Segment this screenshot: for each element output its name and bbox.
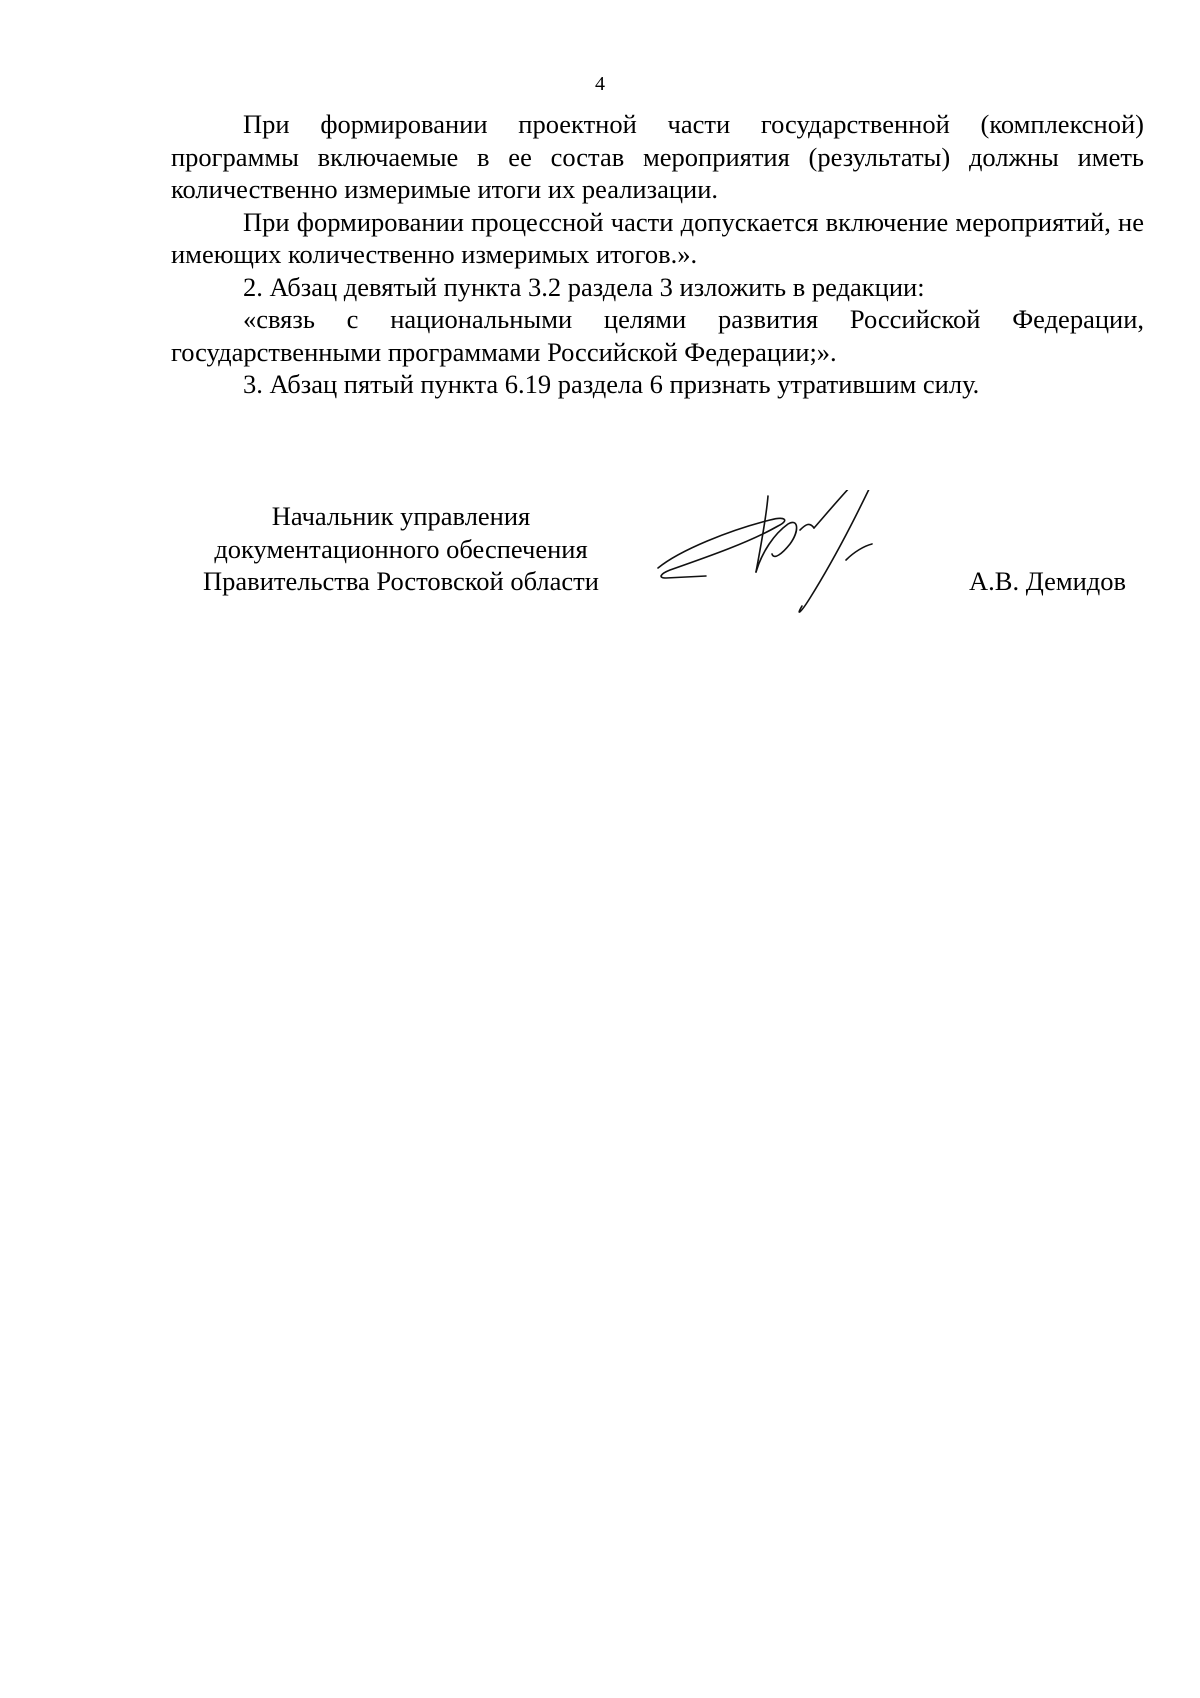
signatory-name: А.В. Демидов	[969, 566, 1127, 596]
paragraph: 2. Абзац девятый пункта 3.2 раздела 3 изложить в редакции:	[243, 271, 925, 302]
handwritten-signature	[650, 490, 950, 660]
paragraph: При формировании проектной части государственной (комплексной) программы включаемые в ее состав мероприятия (результаты) должны иметь количественно измеримые итоги их реализации.	[171, 109, 1144, 204]
paragraph: 3. Абзац пятый пункта 6.19 раздела 6 признать утратившим силу.	[243, 369, 980, 399]
position-line: Правительства Ростовской области	[203, 566, 599, 596]
position-line: Начальник управления	[271, 501, 531, 531]
position-line: документационного обеспечения	[214, 533, 588, 564]
page-number: 4	[595, 73, 605, 95]
paragraph: «связь с национальными целями развития Российской Федерации, государственными программами Российской Федерации;».	[171, 304, 1144, 367]
signatory-position	[171, 500, 631, 598]
document-body	[171, 108, 1144, 401]
paragraph: При формировании процессной части допускается включение мероприятий, не имеющих количественно измеримых итогов.».	[171, 206, 1144, 269]
